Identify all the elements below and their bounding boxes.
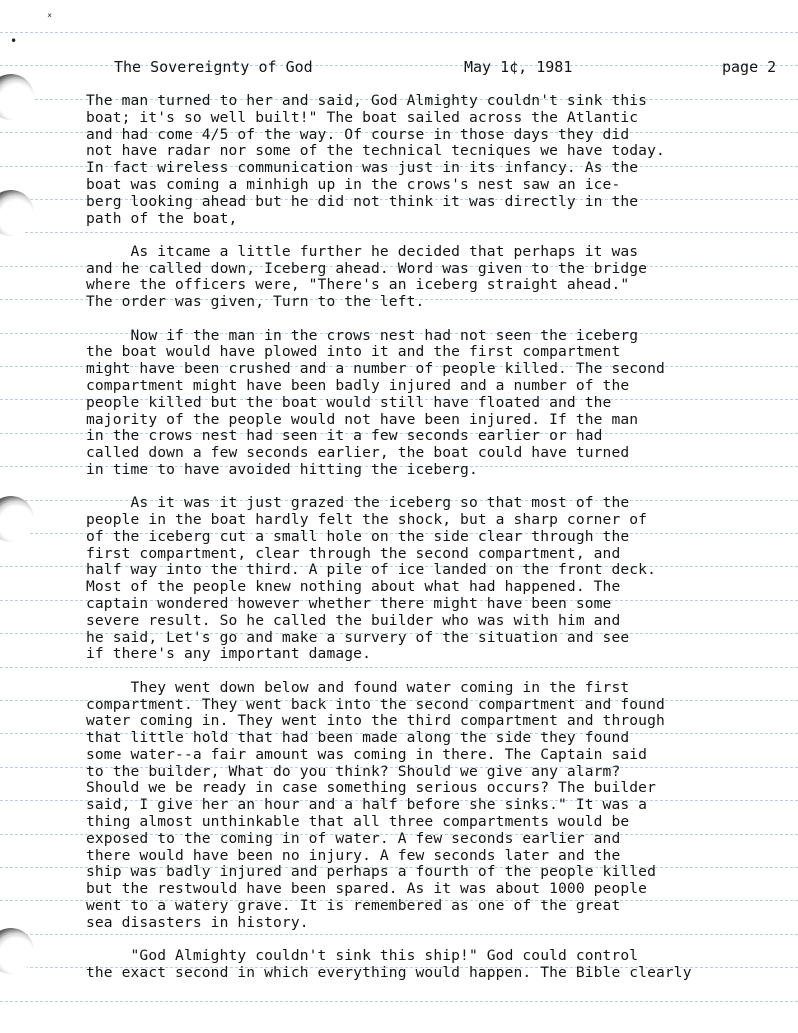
text-line: exposed to the coming in of water. A few seconds earlier and — [86, 829, 621, 847]
paragraph — [86, 680, 792, 932]
text-line: he said, Let's go and make a survery of the situation and see — [86, 628, 630, 646]
text-line: might have been crushed and a number of people killed. The second — [86, 360, 665, 378]
text-line: thing almost unthinkable that all three compartments would be — [86, 813, 630, 831]
text-line: severe result. So he called the builder who was with him and — [86, 611, 621, 629]
ruled-line — [0, 1001, 798, 1002]
paragraph-gap — [86, 311, 792, 328]
text-line: As it was it just grazed the iceberg so that most of the — [86, 494, 630, 512]
paragraph-gap — [86, 227, 792, 244]
text-line: people killed but the boat would still have floated and the — [86, 393, 612, 411]
binder-hole — [0, 190, 34, 236]
text-line: in time to have avoided hitting the iceberg. — [86, 460, 478, 478]
document-title: The Sovereignty of God — [114, 58, 313, 76]
text-line: where the officers were, "There's an iceberg straight ahead." — [86, 276, 630, 294]
paragraph-gap — [86, 479, 792, 496]
text-line: of the iceberg cut a small hole on the side clear through the — [86, 527, 630, 545]
text-line: In fact wireless communication was just in its infancy. As the — [86, 159, 639, 177]
stray-mark: ˣ — [46, 10, 54, 24]
text-line: Should we be ready in case something serious occurs? The builder — [86, 779, 656, 797]
document-date: May 1¢, 1981 — [464, 58, 573, 76]
text-line: there would have been no injury. A few seconds later and the — [86, 846, 621, 864]
text-line: and he called down, Iceberg ahead. Word was given to the bridge — [86, 259, 648, 277]
text-line: "God Almighty couldn't sink this ship!" God could control — [86, 947, 639, 965]
text-line: captain wondered however whether there might have been some — [86, 595, 612, 613]
text-line: The man turned to her and said, God Almighty couldn't sink this — [86, 92, 648, 109]
text-line: As itcame a little further he decided that perhaps it was — [86, 242, 639, 260]
text-line: compartment might have been badly injured and a number of the — [86, 376, 630, 394]
text-line: first compartment, clear through the second compartment, and — [86, 544, 621, 562]
text-line: boat; it's so well built!" The boat sailed across the Atlantic — [86, 108, 639, 126]
text-line: Most of the people knew nothing about what had happened. The — [86, 578, 621, 596]
text-line: the boat would have plowed into it and the first compartment — [86, 343, 621, 361]
text-line: ship was badly injured and perhaps a fourth of the people killed — [86, 863, 656, 881]
text-line: and had come 4/5 of the way. Of course in those days they did — [86, 125, 630, 143]
text-line: if there's any important damage. — [86, 645, 371, 663]
text-line: some water--a fair amount was coming in there. The Captain said — [86, 745, 648, 763]
text-line: They went down below and found water coming in the first — [86, 678, 630, 696]
text-line: that little hold that had been made along the side they found — [86, 729, 630, 747]
text-line: boat was coming a minhigh up in the crows's nest saw an ice- — [86, 175, 621, 193]
text-line: to the builder, What do you think? Should we give any alarm? — [86, 762, 621, 780]
text-line: Now if the man in the crows nest had not seen the iceberg — [86, 326, 639, 344]
paragraph — [86, 244, 792, 311]
text-line: but the restwould have been spared. As it was about 1000 people — [86, 880, 648, 898]
text-line: water coming in. They went into the third compartment and through — [86, 712, 665, 730]
paragraph-gap — [86, 663, 792, 680]
paragraph — [86, 328, 792, 479]
text-line: the exact second in which everything would happen. The Bible clearly — [86, 963, 692, 981]
text-line: path of the boat, — [86, 209, 238, 227]
text-line: compartment. They went back into the second compartment and found — [86, 695, 665, 713]
text-line: half way into the third. A pile of ice landed on the front deck. — [86, 561, 656, 579]
paragraph-gap — [86, 932, 792, 949]
page-number: page 2 — [722, 58, 777, 76]
paragraph — [86, 93, 792, 227]
ruled-line — [0, 32, 798, 33]
text-line: went to a watery grave. It is remembered as one of the great — [86, 897, 621, 915]
binder-hole — [0, 496, 34, 542]
text-line: called down a few seconds earlier, the boat could have turned — [86, 444, 630, 462]
page-header — [0, 58, 798, 80]
text-line: majority of the people would not have been injured. If the man — [86, 410, 639, 428]
text-line: not have radar nor some of the technical tecniques we have today. — [86, 142, 665, 160]
body-text — [86, 93, 792, 982]
paragraph — [86, 495, 792, 663]
text-line: said, I give her an hour and a half before she sinks." It was a — [86, 796, 648, 814]
text-line: in the crows nest had seen it a few seconds earlier or had — [86, 427, 603, 445]
paragraph — [86, 948, 792, 982]
stray-dot: • — [10, 34, 18, 48]
text-line: berg looking ahead but he did not think it was directly in the — [86, 192, 639, 210]
text-line: The order was given, Turn to the left. — [86, 293, 425, 311]
text-line: people in the boat hardly felt the shock, but a sharp corner of — [86, 511, 648, 529]
text-line: sea disasters in history. — [86, 913, 309, 931]
